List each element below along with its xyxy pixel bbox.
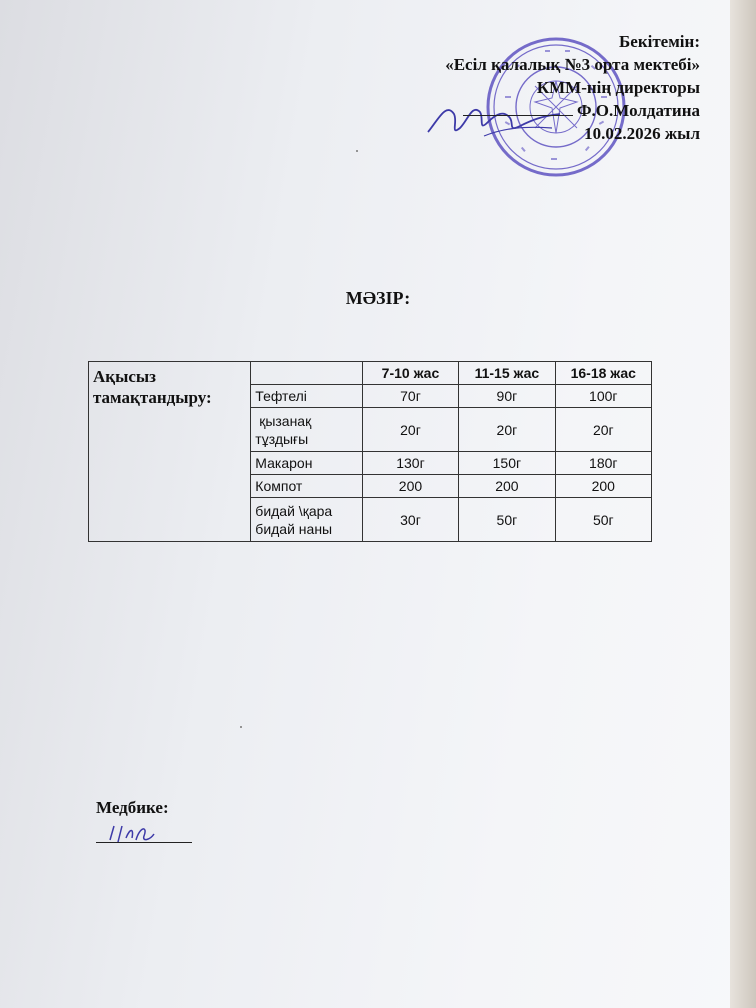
- section-label: Ақысыз тамақтандыру:: [89, 362, 251, 542]
- portion-value: 200: [362, 475, 458, 498]
- portion-value: 20г: [555, 408, 651, 452]
- portion-value: 50г: [555, 498, 651, 542]
- paper-edge: [730, 0, 756, 1008]
- portion-value: 130г: [362, 452, 458, 475]
- portion-value: 200: [555, 475, 651, 498]
- portion-value: 100г: [555, 385, 651, 408]
- signature-line: [463, 101, 573, 116]
- column-header-age-16-18: 16-18 жас: [555, 362, 651, 385]
- speck: [240, 726, 242, 728]
- portion-value: 150г: [459, 452, 555, 475]
- approval-date: 10.02.2026 жыл: [584, 124, 700, 143]
- page-title: МӘЗІР:: [345, 288, 411, 308]
- nurse-signature-icon: [104, 820, 164, 848]
- portion-value: 30г: [362, 498, 458, 542]
- approval-block: [300, 30, 700, 145]
- approval-position: КММ-нің директоры: [536, 78, 700, 97]
- table-header-row: [89, 362, 652, 385]
- speck: [356, 150, 358, 152]
- director-name: Ф.О.Молдатина: [576, 101, 700, 120]
- nurse-signature-line: [96, 842, 192, 843]
- approval-director-name: [300, 99, 700, 122]
- nurse-label: Медбике:: [96, 798, 169, 817]
- menu-item: бидай \қара бидай наны: [251, 498, 362, 542]
- menu-item: Тефтелі: [251, 385, 362, 408]
- portion-value: 200: [459, 475, 555, 498]
- portion-value: 20г: [362, 408, 458, 452]
- column-header-item: [251, 362, 362, 385]
- menu-item: Макарон: [251, 452, 362, 475]
- menu-table: [88, 361, 652, 542]
- portion-value: 90г: [459, 385, 555, 408]
- menu-item: қызанақ тұздығы: [251, 408, 362, 452]
- column-header-age-7-10: 7-10 жас: [362, 362, 458, 385]
- portion-value: 20г: [459, 408, 555, 452]
- portion-value: 50г: [459, 498, 555, 542]
- menu-item: Компот: [251, 475, 362, 498]
- column-header-age-11-15: 11-15 жас: [459, 362, 555, 385]
- approval-heading: Бекітемін:: [619, 32, 700, 51]
- portion-value: 70г: [362, 385, 458, 408]
- portion-value: 180г: [555, 452, 651, 475]
- approval-school-name: «Есіл қалалық №3 орта мектебі»: [445, 55, 700, 74]
